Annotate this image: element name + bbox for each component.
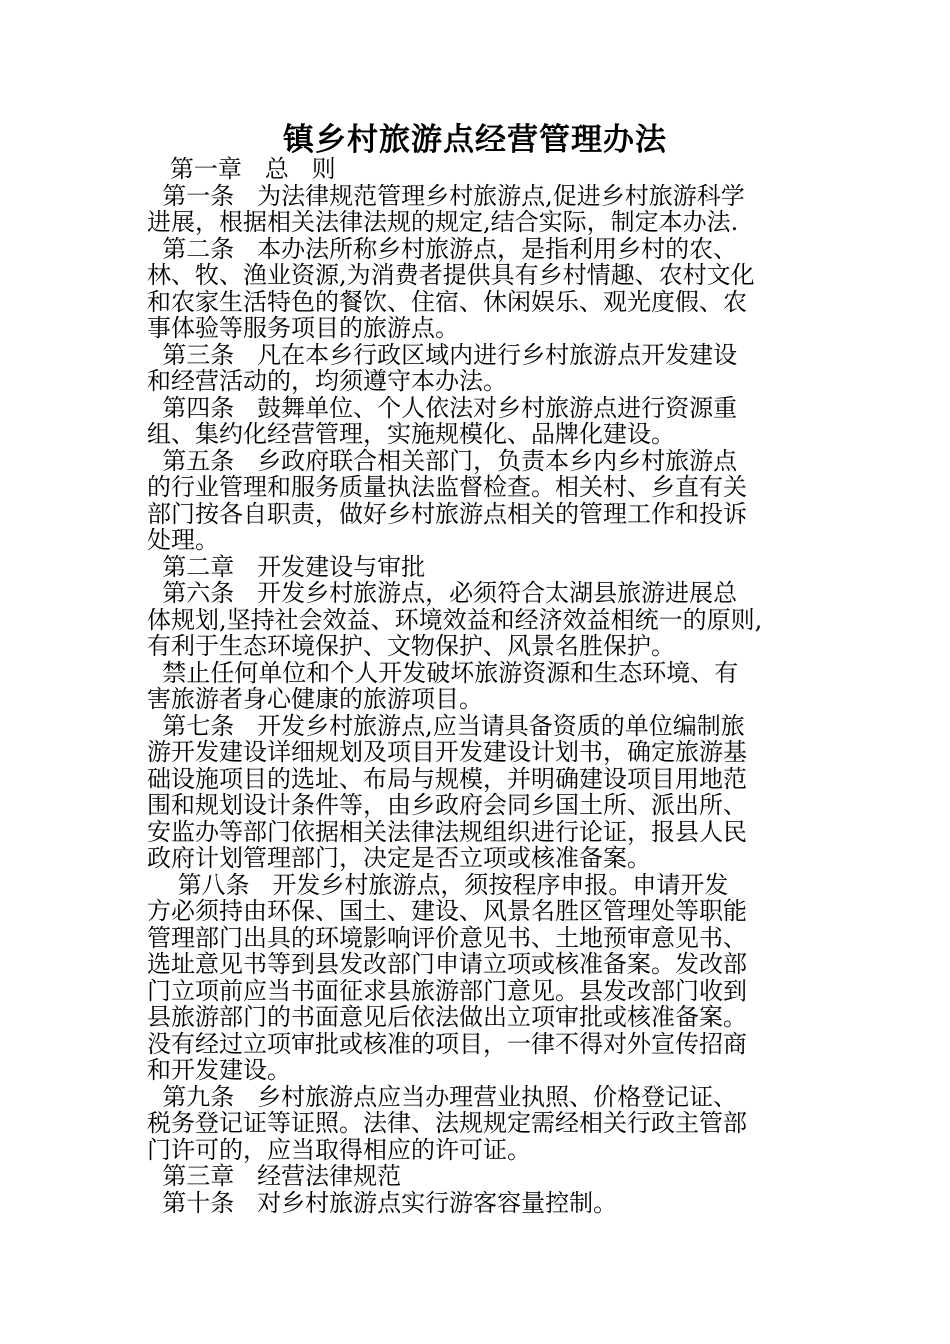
text-line: 第十条 对乡村旅游点实行游客容量控制。: [147, 1188, 618, 1217]
text-line: 有利于生态环境保护、文物保护、风景名胜保护。: [147, 632, 675, 660]
text-line: 政府计划管理部门，决定是否立项或核准备案。: [147, 844, 651, 872]
text-line: 事体验等服务项目的旅游点。: [147, 314, 459, 342]
text-line: 第三章 经营法律规范: [147, 1162, 402, 1190]
text-line: 体规划,坚持社会效益、环境效益和经济效益相统一的原则,: [147, 605, 763, 634]
document-body: [147, 156, 815, 1216]
text-line: 没有经过立项审批或核准的项目，一律不得对外宣传招商: [147, 1029, 747, 1058]
text-line: 林、牧、渔业资源,为消费者提供具有乡村情趣、农村文化: [147, 261, 755, 289]
text-line: 和开发建设。: [147, 1056, 291, 1084]
text-line: 第九条 乡村旅游点应当办理营业执照、价格登记证、: [147, 1082, 738, 1111]
text-line: 第三条 凡在本乡行政区域内进行乡村旅游点开发建设: [147, 340, 738, 369]
text-line: 的行业管理和服务质量执法监督检查。相关村、乡直有关: [147, 473, 747, 501]
text-line: 进展，根据相关法律法规的规定,结合实际，制定本办法.: [147, 208, 739, 236]
document-title: 镇乡村旅游点经营管理办法: [283, 122, 667, 158]
text-line: 门立项前应当书面征求县旅游部门意见。县发改部门收到: [147, 976, 747, 1005]
text-line: 第四条 鼓舞单位、个人依法对乡村旅游点进行资源重: [147, 393, 738, 422]
text-line: 税务登记证等证照。法律、法规规定需经相关行政主管部: [147, 1109, 747, 1137]
text-line: 禁止任何单位和个人开发破坏旅游资源和生态环境、有: [147, 658, 739, 687]
text-line: 管理部门出具的环境影响评价意见书、土地预审意见书、: [147, 923, 747, 952]
text-line: 县旅游部门的书面意见后依法做出立项审批或核准备案。: [147, 1003, 747, 1031]
text-line: 第一章 总 则: [147, 155, 336, 183]
text-line: 和农家生活特色的餐饮、住宿、休闲娱乐、观光度假、农: [147, 287, 747, 316]
text-line: 处理。: [147, 526, 219, 554]
text-line: 害旅游者身心健康的旅游项目。: [147, 685, 483, 713]
text-line: 安监办等部门依据相关法律法规组织进行论证，报县人民: [147, 817, 747, 846]
text-line: 第五条 乡政府联合相关部门，负责本乡内乡村旅游点: [147, 446, 738, 475]
text-line: 组、集约化经营管理，实施规模化、品牌化建设。: [147, 420, 675, 448]
text-line: 部门按各自职责，做好乡村旅游点相关的管理工作和投诉: [147, 499, 747, 528]
text-line: 方必须持由环保、国土、建设、风景名胜区管理处等职能: [147, 897, 747, 925]
text-line: 第一条 为法律规范管理乡村旅游点,促进乡村旅游科学: [147, 181, 745, 210]
text-line: 第七条 开发乡村旅游点,应当请具备资质的单位编制旅: [147, 711, 745, 740]
text-line: 第八条 开发乡村旅游点，须按程序申报。申请开发: [147, 870, 729, 899]
text-line: 第二条 本办法所称乡村旅游点，是指利用乡村的农、: [147, 234, 738, 263]
text-line: 和经营活动的，均须遵守本办法。: [147, 367, 507, 395]
text-line: 础设施项目的选址、布局与规模，并明确建设项目用地范: [147, 764, 747, 793]
text-line: 第二章 开发建设与审批: [147, 552, 426, 581]
text-line: 第六条 开发乡村旅游点，必须符合太湖县旅游进展总: [147, 579, 738, 607]
text-line: 游开发建设详细规划及项目开发建设计划书，确定旅游基: [147, 738, 747, 766]
text-line: 围和规划设计条件等，由乡政府会同乡国土所、派出所、: [147, 791, 747, 819]
text-line: 门许可的，应当取得相应的许可证。: [147, 1135, 531, 1164]
text-line: 选址意见书等到县发改部门申请立项或核准备案。发改部: [147, 950, 747, 978]
